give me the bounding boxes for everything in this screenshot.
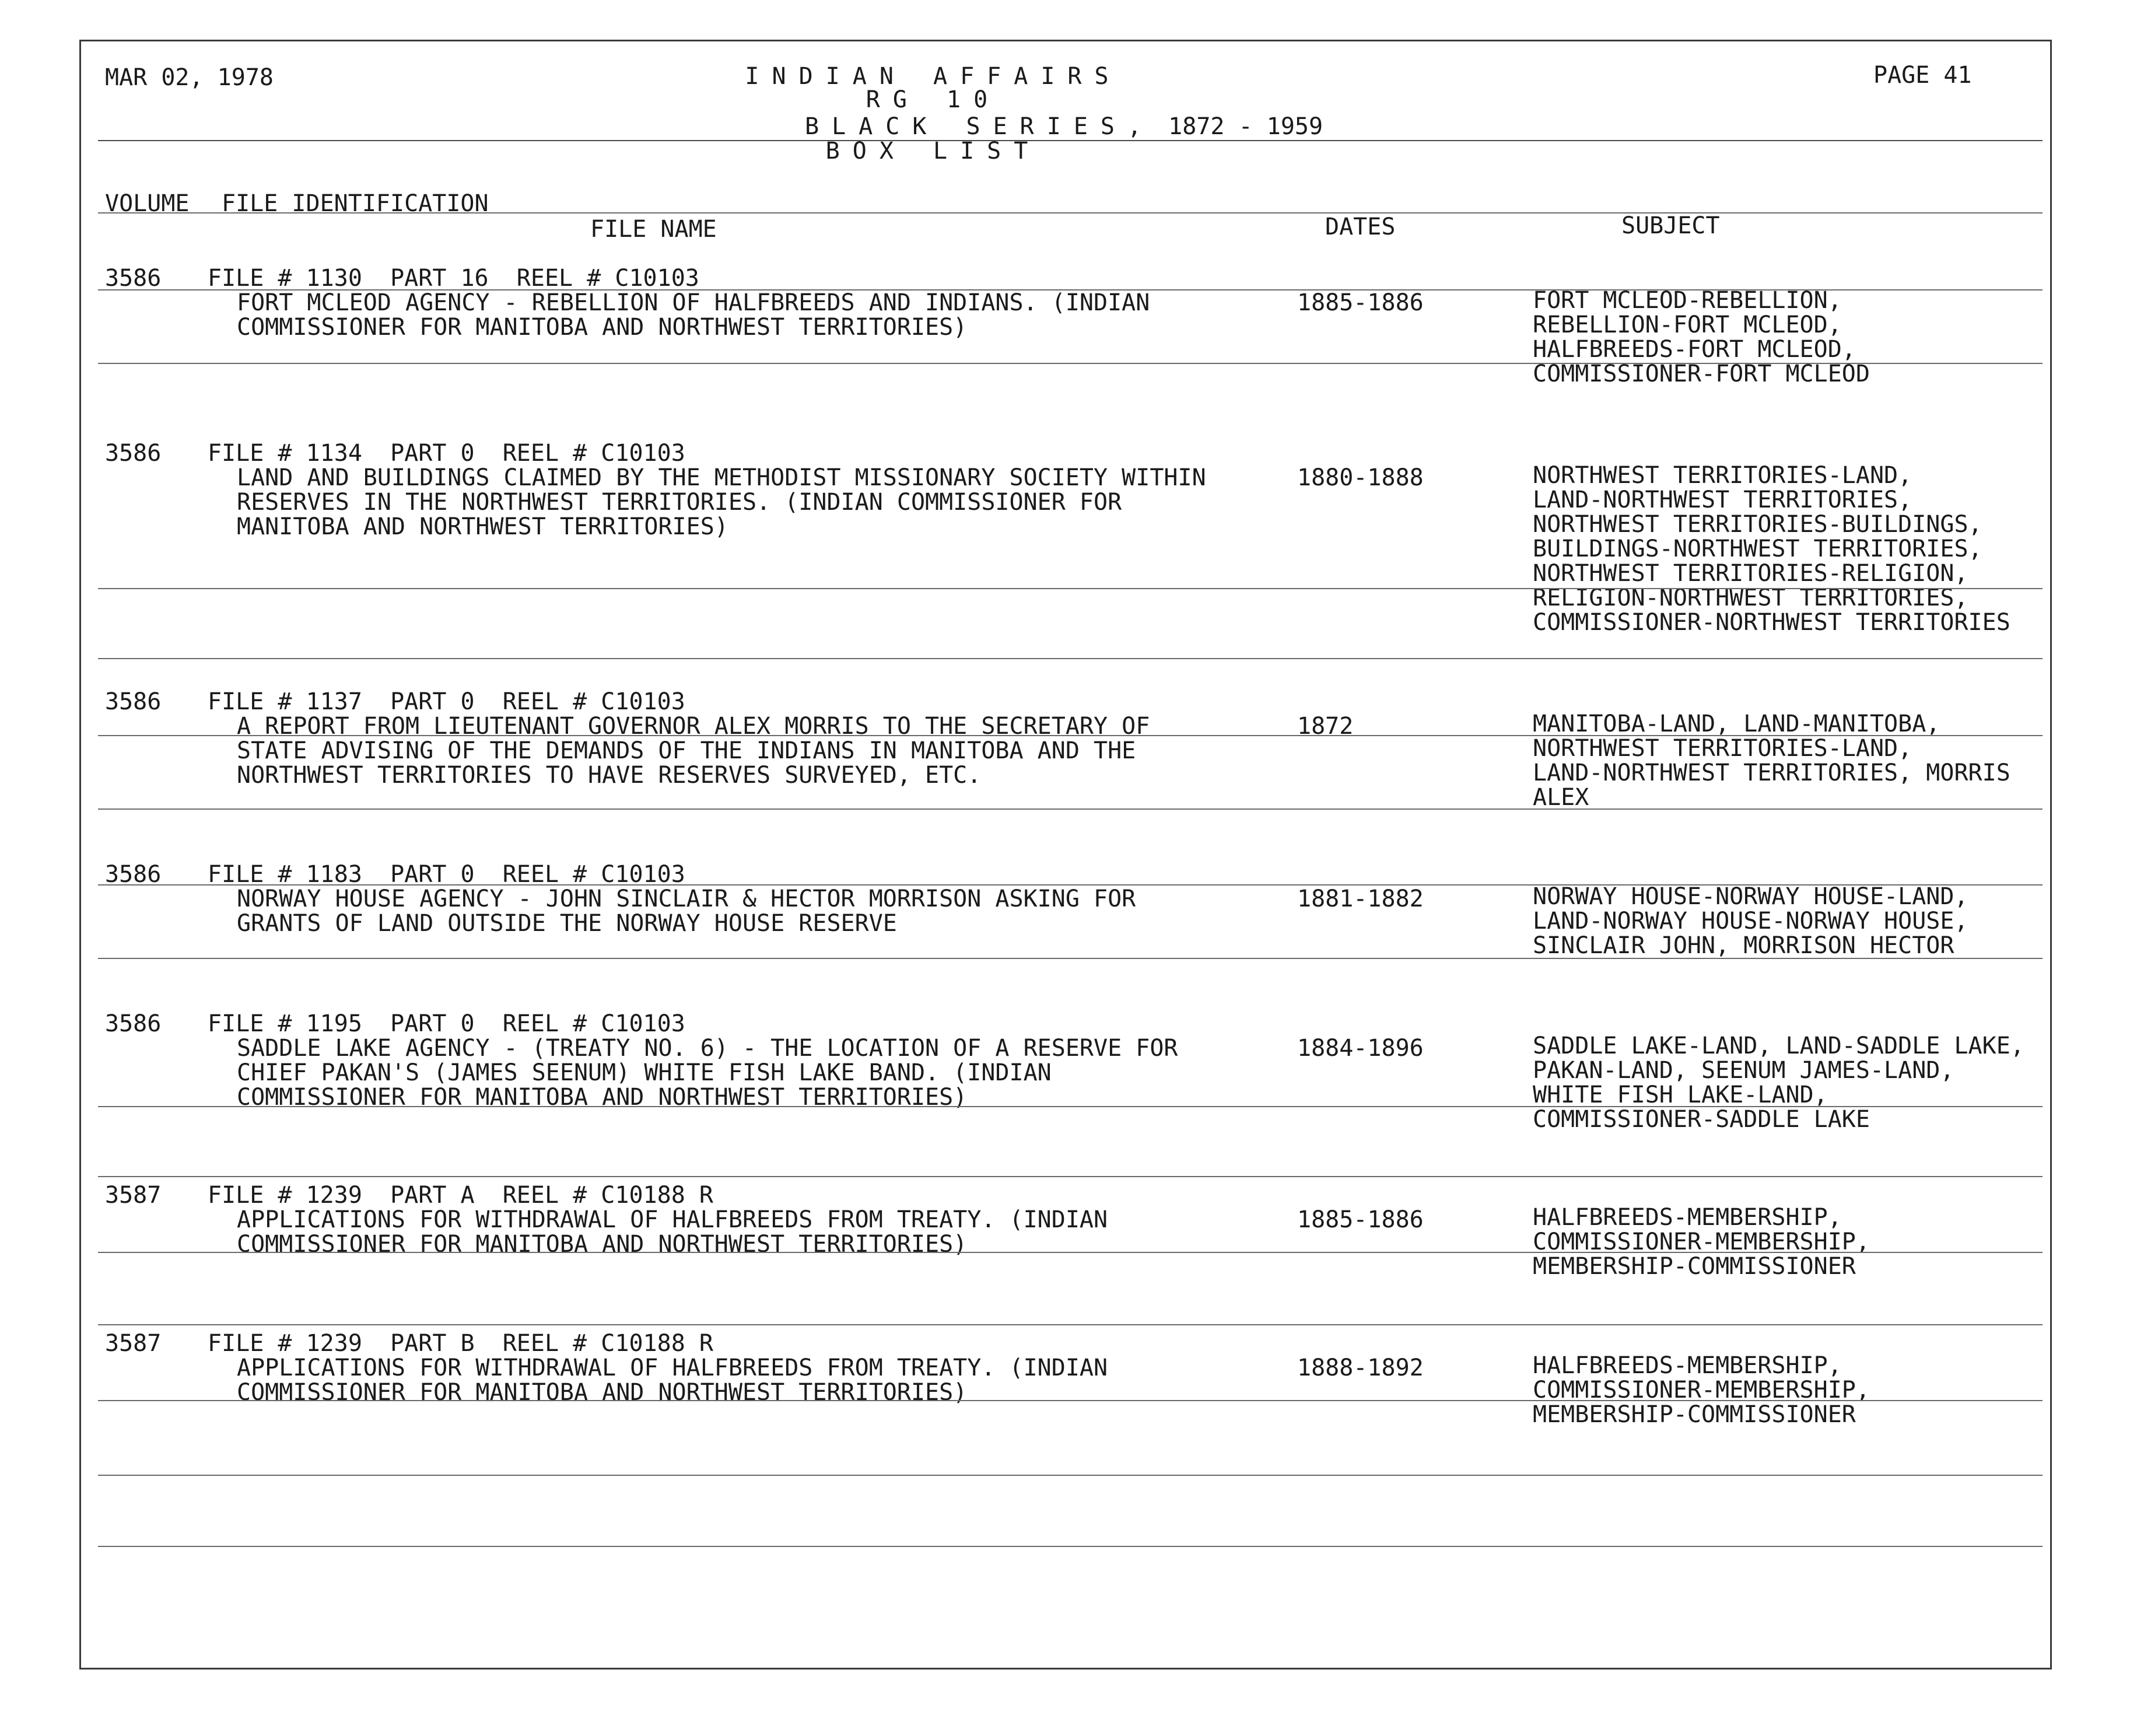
entry-file-name-line: NORWAY HOUSE AGENCY - JOHN SINCLAIR & HECTOR MORRISON ASKING FOR [237, 886, 1136, 912]
entry-file-name-line: FORT MCLEOD AGENCY - REBELLION OF HALFBREEDS AND INDIANS. (INDIAN [237, 289, 1150, 316]
entry-volume: 3587 [105, 1182, 162, 1209]
blank-rule [98, 1475, 2043, 1476]
entry-dates: 1872 [1297, 713, 1354, 740]
entry-rule [98, 1176, 2043, 1177]
entry-file-line: FILE # 1195 PART 0 REEL # C10103 [208, 1010, 685, 1037]
entry-subject-line: COMMISSIONER-FORT MCLEOD [1533, 360, 1870, 387]
entry-rule [98, 808, 2043, 810]
entry-subject-line: MEMBERSHIP-COMMISSIONER [1533, 1253, 1856, 1280]
entry-subject-line: MANITOBA-LAND, LAND-MANITOBA, [1533, 710, 1940, 737]
entry-rule [98, 958, 2043, 959]
entry-file-line: FILE # 1239 PART A REEL # C10188 R [208, 1182, 713, 1209]
entry-subject-line: RELIGION-NORTHWEST TERRITORIES, [1533, 584, 1968, 611]
entry-volume: 3587 [105, 1330, 162, 1357]
entry-file-name-line: A REPORT FROM LIEUTENANT GOVERNOR ALEX MORRIS TO THE SECRETARY OF [237, 713, 1150, 740]
entry-file-name-line: MANITOBA AND NORTHWEST TERRITORIES) [237, 513, 728, 540]
col-dates: DATES [1325, 214, 1396, 240]
entry-volume: 3586 [105, 688, 162, 715]
blank-rule [98, 1546, 2043, 1547]
entry-subject-line: NORTHWEST TERRITORIES-LAND, [1533, 462, 1912, 489]
entry-subject-line: NORTHWEST TERRITORIES-RELIGION, [1533, 560, 1968, 587]
entry-subject-line: NORWAY HOUSE-NORWAY HOUSE-LAND, [1533, 883, 1968, 910]
entry-dates: 1881-1882 [1297, 886, 1424, 912]
entry-subject-line: HALFBREEDS-MEMBERSHIP, [1533, 1204, 1842, 1231]
entry-file-name-line: GRANTS OF LAND OUTSIDE THE NORWAY HOUSE RESERVE [237, 910, 897, 937]
entry-file-name-line: COMMISSIONER FOR MANITOBA AND NORTHWEST TERRITORIES) [237, 1231, 968, 1258]
entry-subject-line: REBELLION-FORT MCLEOD, [1533, 312, 1842, 338]
entry-rule [98, 1106, 2043, 1107]
entry-dates: 1888-1892 [1297, 1354, 1424, 1381]
entry-volume: 3586 [105, 861, 162, 888]
entry-volume: 3586 [105, 1010, 162, 1037]
entry-rule [98, 289, 2043, 290]
entry-file-name-line: CHIEF PAKAN'S (JAMES SEENUM) WHITE FISH LAKE BAND. (INDIAN [237, 1059, 1052, 1086]
entry-file-line: FILE # 1134 PART 0 REEL # C10103 [208, 440, 685, 467]
entry-subject-line: FORT MCLEOD-REBELLION, [1533, 287, 1842, 314]
entry-file-name-line: STATE ADVISING OF THE DEMANDS OF THE INDIANS IN MANITOBA AND THE [237, 737, 1136, 764]
entry-subject-line: PAKAN-LAND, SEENUM JAMES-LAND, [1533, 1057, 1954, 1084]
entry-rule [98, 735, 2043, 736]
entry-rule [98, 884, 2043, 886]
entry-subject-line: MEMBERSHIP-COMMISSIONER [1533, 1401, 1856, 1428]
entry-file-name-line: COMMISSIONER FOR MANITOBA AND NORTHWEST TERRITORIES) [237, 1379, 968, 1406]
entry-file-line: FILE # 1137 PART 0 REEL # C10103 [208, 688, 685, 715]
col-file-identification: FILE IDENTIFICATION [222, 190, 489, 217]
entry-dates: 1885-1886 [1297, 289, 1424, 316]
col-subject: SUBJECT [1621, 212, 1720, 239]
entry-subject-line: NORTHWEST TERRITORIES-BUILDINGS, [1533, 511, 1982, 538]
entry-file-name-line: LAND AND BUILDINGS CLAIMED BY THE METHODIST MISSIONARY SOCIETY WITHIN [237, 464, 1206, 491]
entry-file-name-line: RESERVES IN THE NORTHWEST TERRITORIES. (INDIAN COMMISSIONER FOR [237, 489, 1122, 516]
entry-subject-line: NORTHWEST TERRITORIES-LAND, [1533, 735, 1912, 762]
report-title: INDIAN AFFAIRS [745, 63, 1122, 90]
entry-subject-line: SADDLE LAKE-LAND, LAND-SADDLE LAKE, [1533, 1032, 2024, 1059]
report-date: MAR 02, 1978 [105, 64, 274, 91]
entry-file-name-line: SADDLE LAKE AGENCY - (TREATY NO. 6) - THE LOCATION OF A RESERVE FOR [237, 1035, 1178, 1062]
record-group: RG 10 [866, 86, 1001, 113]
series-title: BLACK SERIES, 1872 - 1959 [805, 113, 1323, 140]
entry-volume: 3586 [105, 440, 162, 467]
col-volume: VOLUME [105, 190, 190, 217]
column-rule [98, 212, 2043, 214]
entry-file-line: FILE # 1130 PART 16 REEL # C10103 [208, 265, 699, 292]
entry-volume: 3586 [105, 265, 162, 292]
entry-rule [98, 1324, 2043, 1325]
entry-file-name-line: NORTHWEST TERRITORIES TO HAVE RESERVES SURVEYED, ETC. [237, 762, 982, 789]
entry-subject-line: HALFBREEDS-MEMBERSHIP, [1533, 1352, 1842, 1379]
entry-subject-line: LAND-NORTHWEST TERRITORIES, MORRIS [1533, 760, 2010, 786]
entry-file-line: FILE # 1183 PART 0 REEL # C10103 [208, 861, 685, 888]
entry-file-name-line: APPLICATIONS FOR WITHDRAWAL OF HALFBREEDS FROM TREATY. (INDIAN [237, 1206, 1108, 1233]
entry-file-name-line: COMMISSIONER FOR MANITOBA AND NORTHWEST TERRITORIES) [237, 314, 968, 341]
col-file-name: FILE NAME [590, 216, 717, 243]
entry-dates: 1885-1886 [1297, 1206, 1424, 1233]
entry-rule [98, 363, 2043, 364]
entry-dates: 1884-1896 [1297, 1035, 1424, 1062]
entry-file-name-line: APPLICATIONS FOR WITHDRAWAL OF HALFBREEDS FROM TREATY. (INDIAN [237, 1354, 1108, 1381]
entry-file-name-line: COMMISSIONER FOR MANITOBA AND NORTHWEST TERRITORIES) [237, 1084, 968, 1111]
entry-subject-line: WHITE FISH LAKE-LAND, [1533, 1082, 1828, 1108]
header-rule [98, 140, 2043, 141]
entry-subject-line: COMMISSIONER-NORTHWEST TERRITORIES [1533, 609, 2010, 636]
entry-subject-line: COMMISSIONER-MEMBERSHIP, [1533, 1377, 1870, 1404]
entry-subject-line: LAND-NORWAY HOUSE-NORWAY HOUSE, [1533, 908, 1968, 935]
entry-rule [98, 1400, 2043, 1401]
entry-rule [98, 1252, 2043, 1253]
entry-subject-line: COMMISSIONER-SADDLE LAKE [1533, 1106, 1870, 1133]
entry-subject-line: HALFBREEDS-FORT MCLEOD, [1533, 336, 1856, 363]
entry-rule [98, 588, 2043, 589]
entry-subject-line: SINCLAIR JOHN, MORRISON HECTOR [1533, 932, 1954, 959]
entry-subject-line: ALEX [1533, 784, 1589, 811]
page-number: PAGE 41 [1873, 62, 1972, 89]
entry-subject-line: COMMISSIONER-MEMBERSHIP, [1533, 1228, 1870, 1255]
entry-dates: 1880-1888 [1297, 464, 1424, 491]
entry-subject-line: BUILDINGS-NORTHWEST TERRITORIES, [1533, 536, 1982, 562]
entry-subject-line: LAND-NORTHWEST TERRITORIES, [1533, 487, 1912, 513]
entry-file-line: FILE # 1239 PART B REEL # C10188 R [208, 1330, 713, 1357]
entry-rule [98, 658, 2043, 659]
list-type: BOX LIST [825, 138, 1041, 164]
